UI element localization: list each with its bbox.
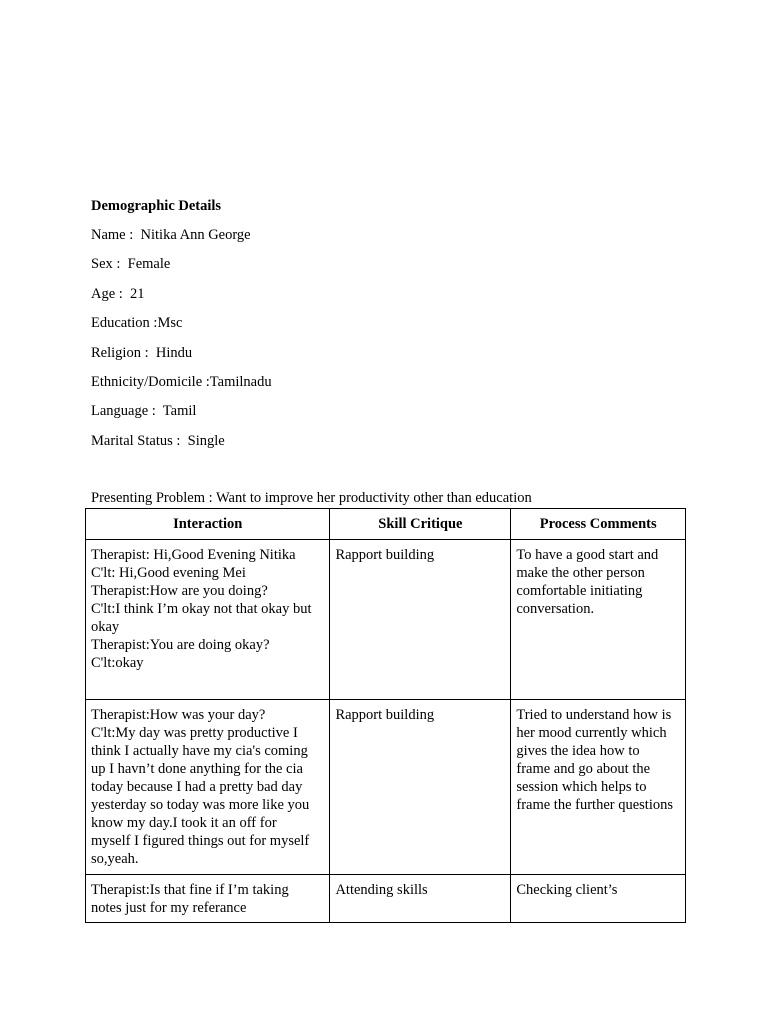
interaction-line: Therapist:You are doing okay? bbox=[91, 637, 270, 653]
table-row bbox=[86, 700, 686, 875]
comment-line: comfortable initiating bbox=[516, 583, 643, 599]
interaction-line: Therapist:Is that fine if I’m taking bbox=[91, 882, 289, 898]
comment-line: gives the idea how to bbox=[516, 743, 640, 759]
field-marital-status: Marital Status : Single bbox=[91, 433, 225, 449]
field-language: Language : Tamil bbox=[91, 403, 197, 419]
interaction-line: yesterday so today was more like you bbox=[91, 797, 310, 813]
interaction-line: Therapist: Hi,Good Evening Nitika bbox=[91, 547, 296, 563]
interaction-line: up I havn’t done anything for the cia bbox=[91, 761, 303, 777]
interaction-line: myself I figured things out for myself bbox=[91, 833, 310, 849]
field-name: Name : Nitika Ann George bbox=[91, 227, 251, 243]
interaction-cell bbox=[86, 700, 330, 875]
interaction-line: think I actually have my cia's coming bbox=[91, 743, 308, 759]
skill-cell: Rapport building bbox=[330, 540, 511, 700]
comment-line: To have a good start and bbox=[516, 547, 659, 563]
interaction-line: know my day.I took it an off for bbox=[91, 815, 277, 831]
comments-cell bbox=[511, 540, 686, 700]
comment-line: session which helps to bbox=[516, 779, 647, 795]
header-process-comments: Process Comments bbox=[511, 509, 686, 540]
comment-line: Checking client’s bbox=[516, 882, 618, 898]
interaction-line: notes just for my referance bbox=[91, 900, 247, 916]
table-header-row bbox=[86, 509, 686, 540]
comments-cell bbox=[511, 875, 686, 923]
header-skill-critique: Skill Critique bbox=[330, 509, 511, 540]
interaction-cell bbox=[86, 540, 330, 700]
field-education: Education :Msc bbox=[91, 315, 183, 331]
presenting-problem: Presenting Problem : Want to improve her productivity other than education bbox=[91, 490, 532, 506]
comments-cell bbox=[511, 700, 686, 875]
field-ethnicity: Ethnicity/Domicile :Tamilnadu bbox=[91, 374, 272, 390]
interaction-line: today because I had a pretty bad day bbox=[91, 779, 303, 795]
comment-line: frame the further questions bbox=[516, 797, 674, 813]
interaction-line: C'lt:okay bbox=[91, 655, 144, 671]
field-age: Age : 21 bbox=[91, 286, 145, 302]
interaction-line: so,yeah. bbox=[91, 851, 139, 867]
interaction-line: C'lt:I think I’m okay not that okay but bbox=[91, 601, 312, 617]
demographic-heading: Demographic Details bbox=[91, 198, 222, 214]
table-row bbox=[86, 875, 686, 923]
skill-cell: Rapport building bbox=[330, 700, 511, 875]
comment-line: conversation. bbox=[516, 601, 595, 617]
session-table bbox=[85, 508, 686, 923]
interaction-line: Therapist:How are you doing? bbox=[91, 583, 268, 599]
field-religion: Religion : Hindu bbox=[91, 345, 193, 361]
interaction-line: C'lt:My day was pretty productive I bbox=[91, 725, 298, 741]
comment-line: her mood currently which bbox=[516, 725, 667, 741]
interaction-line: Therapist:How was your day? bbox=[91, 707, 266, 723]
field-sex: Sex : Female bbox=[91, 256, 171, 272]
header-interaction: Interaction bbox=[86, 509, 330, 540]
interaction-line: C'lt: Hi,Good evening Mei bbox=[91, 565, 246, 581]
interaction-cell bbox=[86, 875, 330, 923]
comment-line: frame and go about the bbox=[516, 761, 651, 777]
interaction-line: okay bbox=[91, 619, 120, 635]
table-row bbox=[86, 540, 686, 700]
skill-cell: Attending skills bbox=[330, 875, 511, 923]
comment-line: make the other person bbox=[516, 565, 645, 581]
comment-line: Tried to understand how is bbox=[516, 707, 672, 723]
